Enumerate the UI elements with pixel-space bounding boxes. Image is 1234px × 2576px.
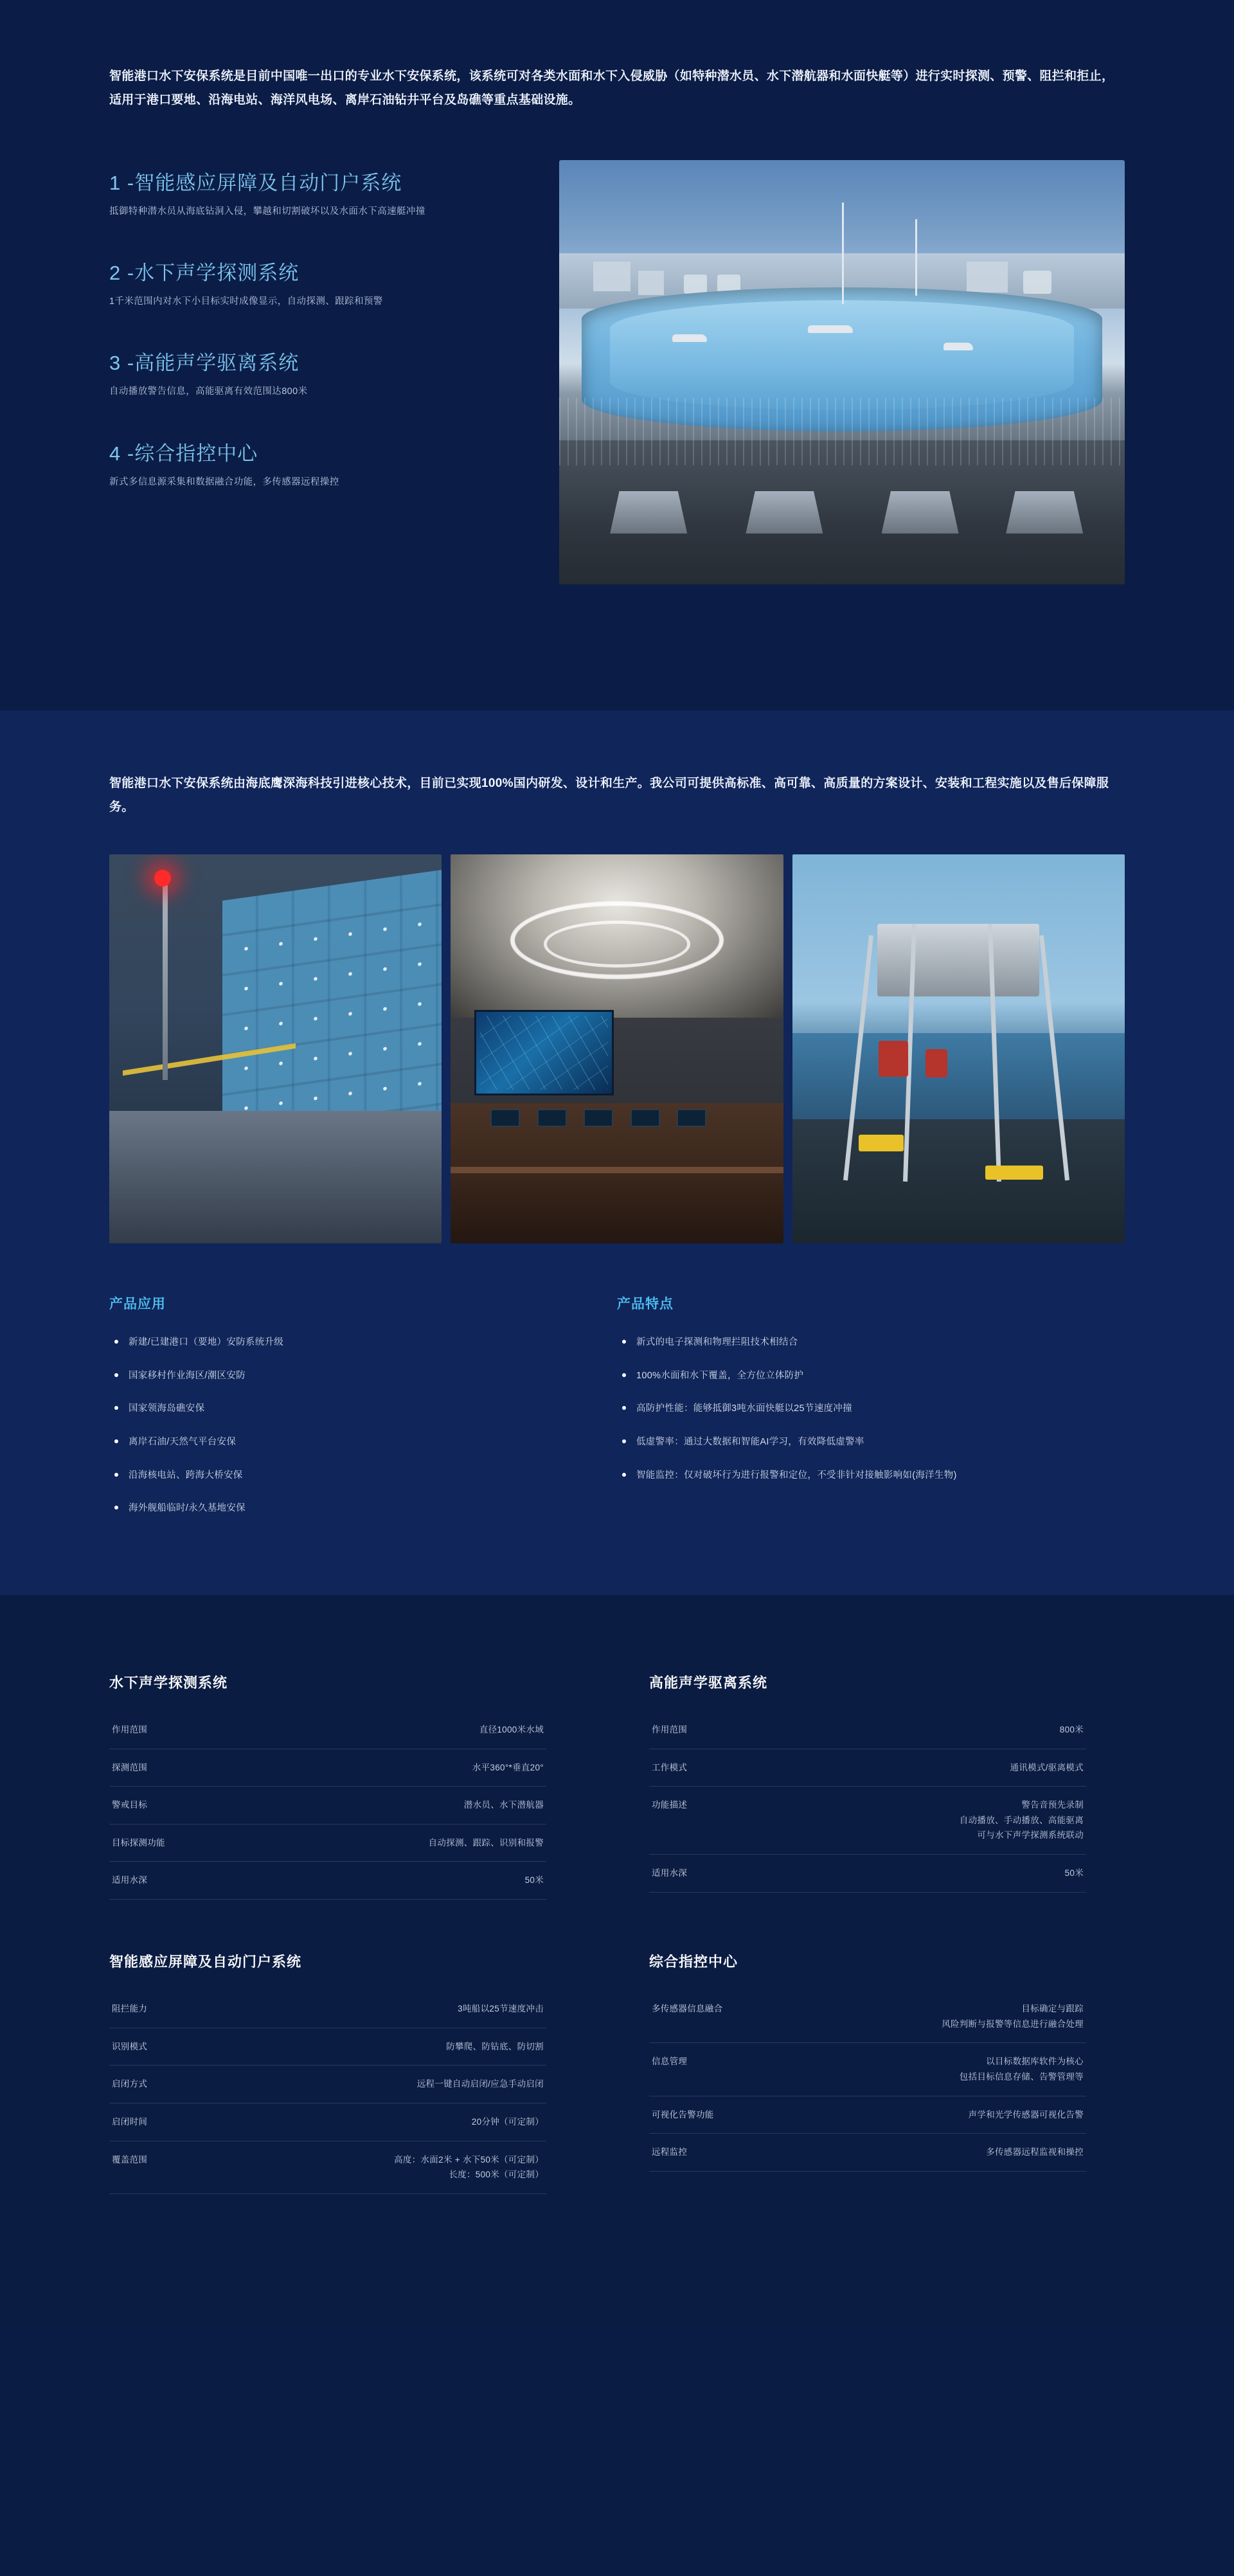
table-row	[109, 2028, 546, 2066]
applications-column	[109, 1293, 617, 1534]
spec-value: 多传感器远程监视和操控	[986, 2147, 1084, 2157]
hero-boat	[943, 343, 973, 350]
hero-building	[593, 262, 630, 291]
specifications-section	[0, 1595, 1234, 2329]
company-section	[0, 710, 1234, 1595]
photo-gallery	[109, 854, 1125, 1243]
list-item: 国家移村作业海区/潮区安防	[109, 1368, 617, 1384]
hero-illustration	[559, 160, 1125, 584]
features-column	[617, 1293, 1125, 1534]
spec-table	[649, 1990, 1086, 2172]
control-room-rail	[451, 1167, 783, 1173]
spec-value: 高度：水面2米 + 水下50米（可定制） 长度：500米（可定制）	[394, 2154, 544, 2180]
spec-card-title: 水下声学探测系统	[109, 1674, 228, 1691]
feature-title	[109, 257, 521, 285]
barrier-sensor-dots	[229, 902, 435, 1133]
spec-value: 50米	[1064, 1868, 1084, 1878]
feature-item	[109, 347, 521, 399]
hero-barrier-module	[610, 491, 687, 534]
table-row	[649, 2043, 1086, 2096]
hero-tank	[1023, 271, 1051, 294]
ceiling-light-ring	[544, 921, 690, 968]
overview-body	[109, 160, 1125, 584]
specification-grid	[109, 1672, 1125, 2233]
spec-key: 阻拦能力	[112, 2004, 148, 2014]
spec-value: 20分钟（可定制）	[471, 2116, 544, 2127]
feature-description: 自动播放警告信息，高能驱离有效范围达800米	[109, 386, 308, 397]
table-row	[649, 1855, 1086, 1893]
features-list	[617, 1335, 1125, 1483]
list-item: 高防护性能：能够抵御3吨水面快艇以25节速度冲撞	[617, 1401, 1125, 1417]
spec-key: 探测范围	[112, 1762, 148, 1772]
feature-number: 3	[109, 352, 121, 375]
company-intro-paragraph: 智能港口水下安保系统由海底鹰深海科技引进核心技术，目前已实现100%国内研发、设计和生产。我公司可提供高标准、高可靠、高质量的方案设计、安装和工程实施以及售后保障服务。	[109, 777, 1109, 815]
table-row	[109, 1749, 546, 1787]
spec-key: 启闭方式	[112, 2079, 148, 2089]
spec-card-smart-barrier	[109, 1951, 546, 2194]
spec-key: 适用水深	[112, 1875, 148, 1886]
table-row	[649, 1711, 1086, 1749]
feature-number: 1	[109, 172, 121, 195]
spec-key: 作用范围	[112, 1724, 148, 1734]
laser-indicator-icon	[154, 870, 171, 887]
feature-title-text: -智能感应屏障及自动门户系统	[127, 172, 402, 195]
table-row	[649, 2134, 1086, 2172]
spec-value: 水平360°*垂直20°	[472, 1762, 544, 1772]
spec-table	[649, 1711, 1086, 1893]
table-row	[649, 1787, 1086, 1855]
hero-mast	[842, 203, 844, 304]
gallery-photo-control-room	[451, 854, 783, 1243]
spec-key: 目标探测功能	[112, 1837, 165, 1848]
table-row	[109, 1711, 546, 1749]
spec-value: 50米	[524, 1875, 544, 1886]
spec-key: 可视化告警功能	[652, 2109, 714, 2120]
hero-building	[638, 271, 664, 295]
feature-number: 4	[109, 442, 121, 465]
spec-key: 启闭时间	[112, 2116, 148, 2127]
table-row	[109, 2141, 546, 2193]
spec-card-title: 综合指控中心	[649, 1954, 738, 1970]
spec-value: 800米	[1059, 1724, 1084, 1734]
spec-value: 声学和光学传感器可视化告警	[968, 2109, 1084, 2120]
list-item: 离岸石油/天然气平台安保	[109, 1434, 617, 1450]
spec-table	[109, 1711, 546, 1900]
equipment-yellow-module	[985, 1166, 1043, 1180]
spec-value: 自动探测、跟踪、识别和报警	[428, 1837, 544, 1848]
list-item: 智能监控：仅对破坏行为进行报警和定位，不受非针对接触影响如(海洋生物)	[617, 1468, 1125, 1484]
spec-value: 3吨船以25节速度冲击	[458, 2004, 544, 2014]
control-room-monitor	[584, 1109, 613, 1127]
spec-value: 直径1000米水域	[479, 1724, 544, 1734]
applications-list	[109, 1335, 617, 1517]
applications-features-columns	[109, 1293, 1125, 1534]
hero-tank	[684, 275, 707, 294]
feature-number: 2	[109, 262, 121, 285]
spec-key: 警戒目标	[112, 1800, 148, 1810]
overview-section	[0, 0, 1234, 710]
list-item: 国家领海岛礁安保	[109, 1401, 617, 1417]
hero-barrier-module	[882, 491, 959, 534]
spec-value: 潜水员、水下潜航器	[463, 1800, 544, 1810]
table-row	[109, 1824, 546, 1862]
table-row	[109, 2103, 546, 2141]
hero-mast	[915, 219, 917, 296]
features-heading: 产品特点	[617, 1297, 674, 1312]
spec-value: 通讯模式/驱离模式	[1010, 1762, 1084, 1772]
hero-barrier-module	[746, 491, 823, 534]
list-item: 沿海核电站、跨海大桥安保	[109, 1468, 617, 1484]
feature-item	[109, 437, 521, 490]
spec-key: 多传感器信息融合	[652, 2004, 723, 2014]
table-row	[649, 1990, 1086, 2043]
feature-title-text: -综合指控中心	[127, 442, 258, 465]
equipment-red-module	[926, 1049, 947, 1077]
spec-value: 以目标数据库软件为核心 包括目标信息存储、告警管理等	[959, 2057, 1084, 2082]
control-room-monitor	[630, 1109, 660, 1127]
control-room-monitor	[490, 1109, 520, 1127]
feature-description: 新式多信息源采集和数据融合功能，多传感器远程操控	[109, 476, 339, 487]
list-item: 海外舰船临时/永久基地安保	[109, 1500, 617, 1517]
control-room-monitor	[677, 1109, 706, 1127]
table-row	[109, 2066, 546, 2103]
spec-key: 远程监控	[652, 2147, 688, 2157]
spec-key: 识别模式	[112, 2041, 148, 2051]
feature-list	[109, 160, 521, 490]
feature-item	[109, 257, 521, 309]
table-row	[649, 1749, 1086, 1787]
spec-card-title: 智能感应屏障及自动门户系统	[109, 1954, 302, 1970]
spec-value: 警告音预先录制 自动播放、手动播放、高能驱离 可与水下声学探测系统联动	[959, 1800, 1084, 1841]
gallery-photo-subsea-frame	[792, 854, 1125, 1243]
feature-description: 1千米范围内对水下小目标实时成像显示，自动探测、跟踪和预警	[109, 296, 383, 307]
feature-item	[109, 167, 521, 219]
overview-intro-paragraph: 智能港口水下安保系统是目前中国唯一出口的专业水下安保系统，该系统可对各类水面和水下入侵威胁（如特种潜水员、水下潜航器和水面快艇等）进行实时探测、预警、阻拦和拒止，适用于港口要地、沿海电站、海洋风电场、离岸石油钻井平台及岛礁等重点基础设施。	[109, 69, 1114, 107]
table-row	[109, 1787, 546, 1824]
hero-barrier-module	[1006, 491, 1083, 534]
hero-barrier-net	[559, 398, 1125, 466]
hero-boat	[672, 334, 707, 342]
hero-building	[967, 262, 1008, 293]
table-row	[109, 1990, 546, 2028]
list-item: 100%水面和水下覆盖，全方位立体防护	[617, 1368, 1125, 1384]
list-item: 新式的电子探测和物理拦阻技术相结合	[617, 1335, 1125, 1351]
table-row	[649, 2096, 1086, 2134]
hero-water-inner	[610, 300, 1074, 411]
feature-title-text: -水下声学探测系统	[127, 262, 300, 285]
list-item: 低虚警率：通过大数据和智能AI学习，有效降低虚警率	[617, 1434, 1125, 1450]
spec-key: 适用水深	[652, 1868, 688, 1878]
spec-value: 防攀爬、防钻底、防切割	[446, 2041, 544, 2051]
hero-boat	[808, 325, 853, 333]
spec-key: 工作模式	[652, 1762, 688, 1772]
spec-value: 目标确定与跟踪 风险判断与报警等信息进行融合处理	[942, 2004, 1084, 2029]
spec-value: 远程一键自动启闭/应急手动启闭	[416, 2079, 544, 2089]
table-row	[109, 1862, 546, 1900]
list-item: 新建/已建港口（要地）安防系统升级	[109, 1335, 617, 1351]
spec-table	[109, 1990, 546, 2194]
equipment-red-module	[879, 1041, 908, 1077]
spec-key: 作用范围	[652, 1724, 688, 1734]
spec-card-acoustic-detection	[109, 1672, 546, 1900]
feature-title	[109, 167, 521, 195]
feature-title	[109, 437, 521, 466]
spec-key: 覆盖范围	[112, 2154, 148, 2165]
applications-heading: 产品应用	[109, 1297, 166, 1312]
feature-description: 抵御特种潜水员从海底钻洞入侵，攀越和切割破坏以及水面水下高速艇冲撞	[109, 206, 425, 217]
spec-key: 功能描述	[652, 1800, 688, 1810]
feature-title-text: -高能声学驱离系统	[127, 352, 300, 375]
gallery-photo-barrier	[109, 854, 442, 1243]
barrier-floor	[109, 1111, 442, 1243]
spec-key: 信息管理	[652, 2057, 688, 2067]
spec-card-acoustic-deterrent	[649, 1672, 1086, 1900]
control-room-video-wall	[474, 1010, 614, 1095]
spec-card-command-center	[649, 1951, 1086, 2194]
feature-title	[109, 347, 521, 375]
spec-card-title: 高能声学驱离系统	[649, 1674, 768, 1691]
equipment-yellow-module	[859, 1135, 904, 1151]
barrier-pole	[163, 878, 168, 1080]
sensor-pod	[877, 924, 1039, 996]
control-room-monitor	[537, 1109, 567, 1127]
